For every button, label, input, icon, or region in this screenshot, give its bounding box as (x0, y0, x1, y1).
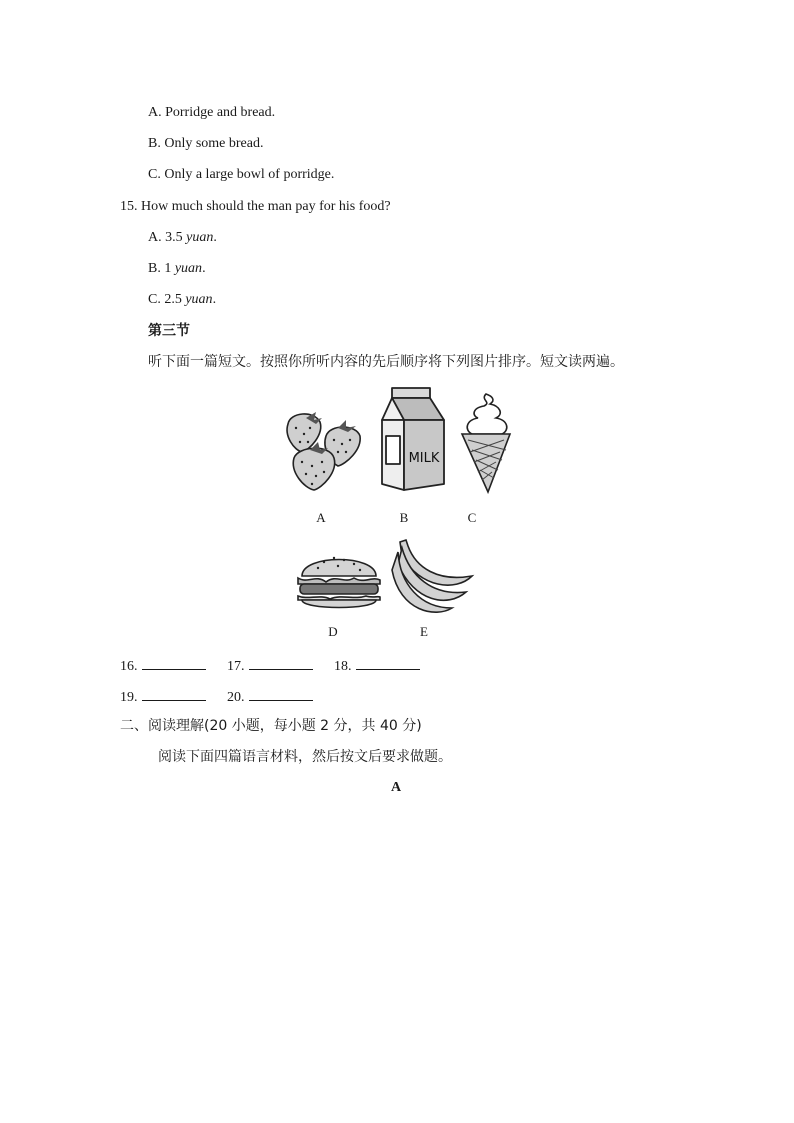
strawberry-picture (280, 408, 366, 494)
bananas-picture (386, 536, 476, 616)
answer-row-2 (120, 687, 331, 707)
hamburger-picture (294, 544, 384, 616)
q14-option-b: B. Only some bread. (148, 136, 264, 151)
picture-label-e: E (420, 624, 428, 639)
answer-19: 19. (120, 687, 206, 707)
answer-blank-20[interactable] (249, 687, 313, 701)
picture-label-c: C (467, 510, 477, 525)
milk-carton-picture (378, 386, 450, 494)
answer-17: 17. (227, 656, 313, 676)
q15-option-c: C. 2.5 yuan. (148, 292, 217, 307)
picture-label-b: B (399, 510, 409, 525)
answer-16: 16. (120, 656, 206, 676)
answer-row-1 (120, 656, 438, 676)
section3-instruction: 听下面一篇短文。按照你所听内容的先后顺序将下列图片排序。短文读两遍。 (148, 354, 624, 370)
q14-option-a: A. Porridge and bread. (148, 105, 276, 120)
q14-option-c: C. Only a large bowl of porridge. (148, 167, 335, 182)
passage-label-a: A (390, 780, 402, 795)
answer-20: 20. (227, 687, 313, 707)
ice-cream-picture (458, 390, 514, 494)
q15-question: 15. How much should the man pay for his food? (120, 199, 391, 214)
section3-title: 第三节 (148, 323, 190, 339)
picture-label-a: A (316, 510, 326, 525)
picture-label-d: D (328, 624, 338, 639)
answer-blank-16[interactable] (142, 656, 206, 670)
part2-instruction: 阅读下面四篇语言材料，然后按文后要求做题。 (158, 749, 452, 765)
answer-blank-19[interactable] (142, 687, 206, 701)
part2-heading: 二、阅读理解(20 小题，每小题 2 分，共 40 分) (120, 718, 422, 734)
answer-blank-17[interactable] (249, 656, 313, 670)
q15-option-b: B. 1 yuan. (148, 261, 206, 276)
answer-18: 18. (334, 656, 420, 676)
milk-label: MILK (408, 451, 440, 466)
answer-blank-18[interactable] (356, 656, 420, 670)
q15-option-a: A. 3.5 yuan. (148, 230, 217, 245)
